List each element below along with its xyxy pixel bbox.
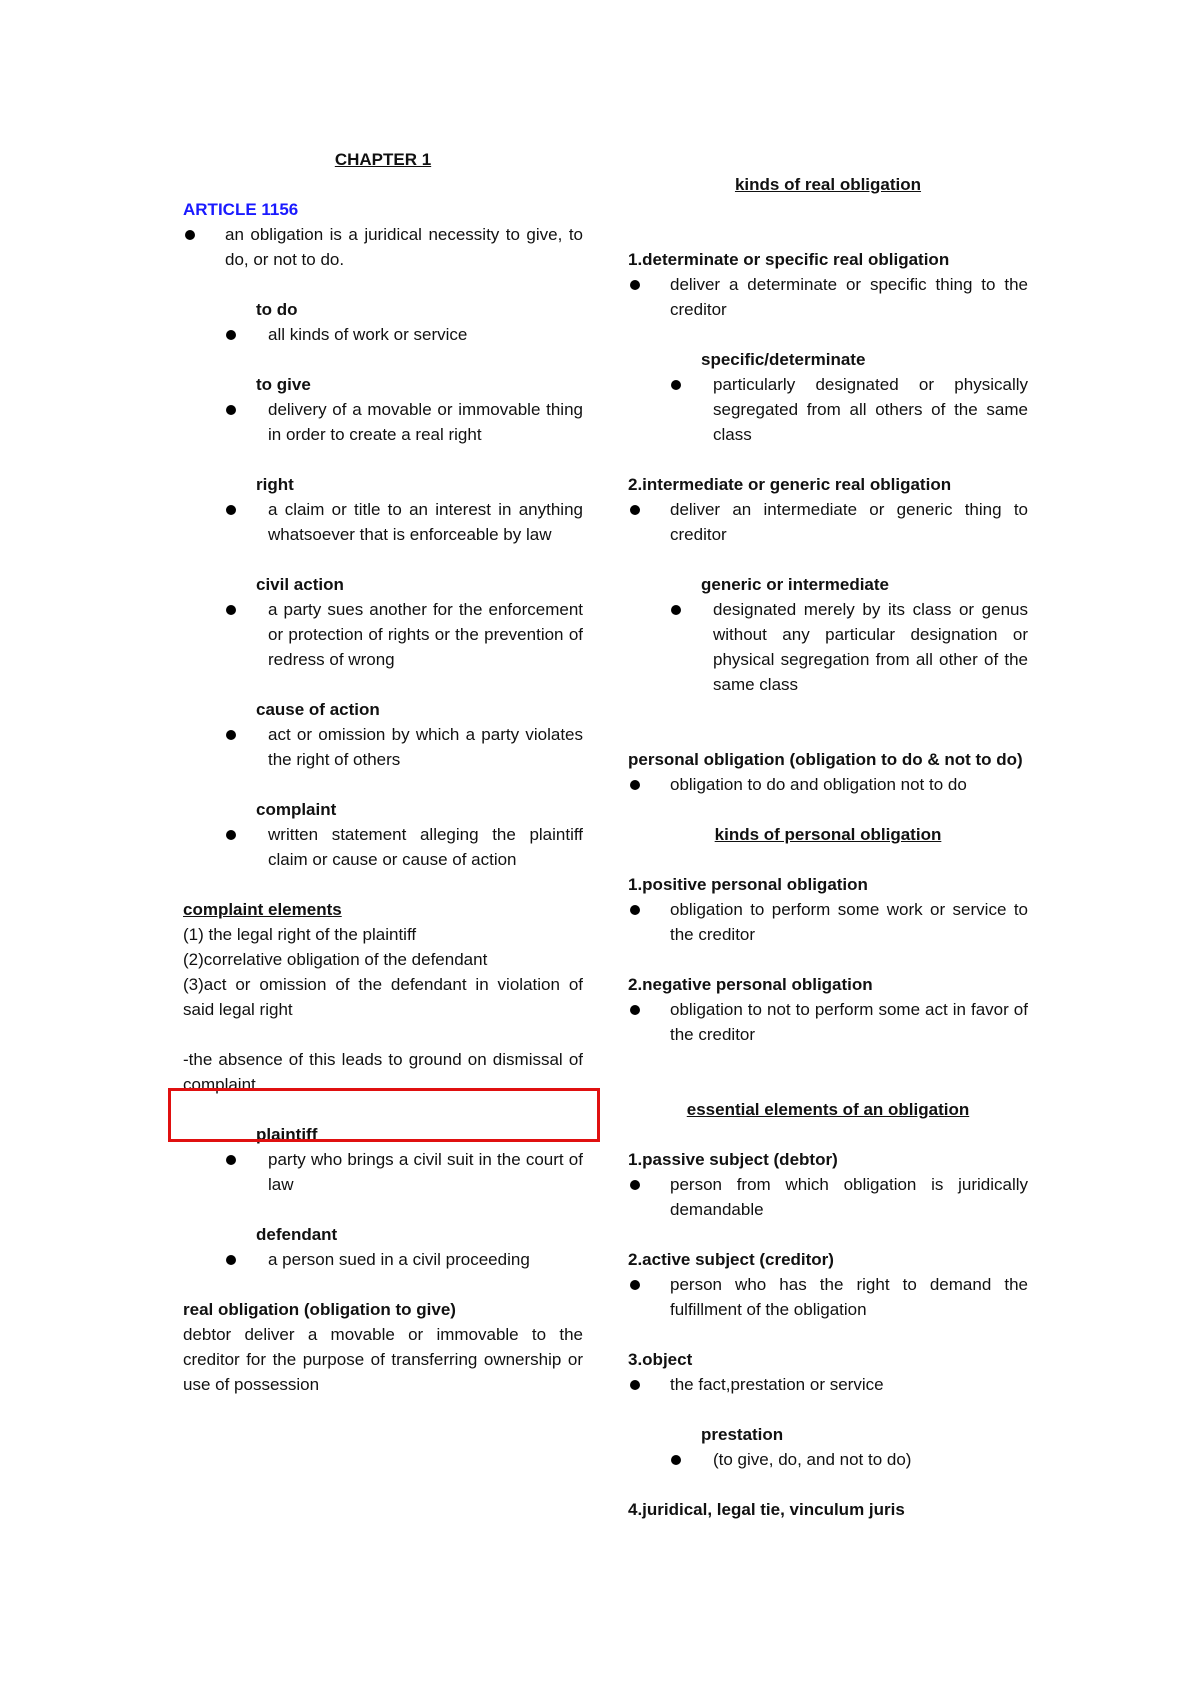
term-label: to do <box>256 300 298 319</box>
bullet-icon <box>630 280 640 290</box>
term-definition: (to give, do, and not to do) <box>701 1447 1028 1472</box>
complaint-element-item: (3)act or omission of the defendant in violation of said legal right <box>183 975 583 1019</box>
bullet-icon <box>226 605 236 615</box>
bullet-icon <box>630 780 640 790</box>
term-generic-intermediate <box>628 572 1028 697</box>
left-column <box>183 147 583 1397</box>
term-definition: party who brings a civil suit in the court of law <box>256 1147 583 1197</box>
term-complaint <box>183 797 583 872</box>
term-label: right <box>256 475 294 494</box>
bullet-icon <box>630 905 640 915</box>
term-specific-determinate <box>628 347 1028 447</box>
positive-definition: obligation to perform some work or service to the creditor <box>628 897 1028 947</box>
passive-subject-definition: person from which obligation is juridically demandable <box>628 1172 1028 1222</box>
term-definition: a party sues another for the enforcement or protection of rights or the prevention of redress of wrong <box>256 597 583 672</box>
passive-subject-heading: 1.passive subject (debtor) <box>628 1150 838 1169</box>
bullet-icon <box>630 1005 640 1015</box>
bullet-icon <box>630 1380 640 1390</box>
bullet-icon <box>226 730 236 740</box>
bullet-icon <box>185 230 195 240</box>
intermediate-definition: deliver an intermediate or generic thing to creditor <box>628 497 1028 547</box>
term-to-give <box>183 372 583 447</box>
term-label: to give <box>256 375 311 394</box>
article-definition: an obligation is a juridical necessity to give, to do, or not to do. <box>183 222 583 272</box>
bullet-icon <box>671 1455 681 1465</box>
complaint-elements-heading: complaint elements <box>183 900 342 919</box>
object-definition: the fact,prestation or service <box>628 1372 1028 1397</box>
determinate-heading: 1.determinate or specific real obligation <box>628 250 950 269</box>
term-definition: act or omission by which a party violates the right of others <box>256 722 583 772</box>
essential-elements-heading: essential elements of an obligation <box>686 1100 970 1119</box>
term-definition: delivery of a movable or immovable thing in order to create a real right <box>256 397 583 447</box>
term-right <box>183 472 583 547</box>
chapter-heading: CHAPTER 1 <box>334 150 432 169</box>
bullet-icon <box>671 380 681 390</box>
bullet-icon <box>630 505 640 515</box>
real-obligation-text: debtor deliver a movable or immovable to the creditor for the purpose of transferring ownership or use of possession <box>183 1325 583 1394</box>
bullet-icon <box>226 405 236 415</box>
active-subject-heading: 2.active subject (creditor) <box>628 1250 834 1269</box>
complaint-element-item: (1) the legal right of the plaintiff <box>183 925 417 944</box>
kinds-personal-heading: kinds of personal obligation <box>714 825 942 844</box>
bullet-icon <box>630 1180 640 1190</box>
personal-obligation-definition: obligation to do and obligation not to do <box>628 772 1028 797</box>
personal-obligation-heading: personal obligation (obligation to do & not to do) <box>628 750 1023 769</box>
term-definition: all kinds of work or service <box>256 322 583 347</box>
term-definition: written statement alleging the plaintiff claim or cause or cause of action <box>256 822 583 872</box>
bullet-icon <box>226 1255 236 1265</box>
term-definition: particularly designated or physically segregated from all others of the same class <box>701 372 1028 447</box>
term-defendant <box>183 1222 583 1272</box>
term-label: civil action <box>256 575 344 594</box>
term-label: plaintiff <box>256 1125 318 1144</box>
right-column <box>628 172 1028 1522</box>
term-prestation <box>628 1422 1028 1472</box>
term-label: complaint <box>256 800 337 819</box>
intermediate-heading: 2.intermediate or generic real obligation <box>628 475 952 494</box>
term-label: prestation <box>701 1425 784 1444</box>
term-civil-action <box>183 572 583 672</box>
juridical-tie-heading: 4.juridical, legal tie, vinculum juris <box>628 1500 905 1519</box>
term-label: specific/determinate <box>701 350 866 369</box>
term-label: cause of action <box>256 700 380 719</box>
negative-definition: obligation to not to perform some act in favor of the creditor <box>628 997 1028 1047</box>
term-cause-of-action <box>183 697 583 772</box>
term-label: generic or intermediate <box>701 575 890 594</box>
bullet-icon <box>226 830 236 840</box>
bullet-icon <box>226 330 236 340</box>
real-obligation-heading: real obligation (obligation to give) <box>183 1300 456 1319</box>
determinate-definition: deliver a determinate or specific thing to the creditor <box>628 272 1028 322</box>
complaint-element-item: (2)correlative obligation of the defendant <box>183 950 488 969</box>
term-to-do <box>183 297 583 347</box>
term-definition: a person sued in a civil proceeding <box>256 1247 583 1272</box>
bullet-icon <box>226 1155 236 1165</box>
term-definition: a claim or title to an interest in anything whatsoever that is enforceable by law <box>256 497 583 547</box>
bullet-icon <box>226 505 236 515</box>
positive-heading: 1.positive personal obligation <box>628 875 868 894</box>
negative-heading: 2.negative personal obligation <box>628 975 873 994</box>
article-heading: ARTICLE 1156 <box>183 200 299 219</box>
term-label: defendant <box>256 1225 338 1244</box>
active-subject-definition: person who has the right to demand the fulfillment of the obligation <box>628 1272 1028 1322</box>
bullet-icon <box>671 605 681 615</box>
term-definition: designated merely by its class or genus without any particular designation or physical segregation from all other of the same class <box>701 597 1028 697</box>
absence-note: -the absence of this leads to ground on dismissal of complaint. <box>183 1050 583 1094</box>
term-plaintiff <box>183 1122 583 1197</box>
kinds-real-heading: kinds of real obligation <box>734 175 922 194</box>
object-heading: 3.object <box>628 1350 693 1369</box>
bullet-icon <box>630 1280 640 1290</box>
